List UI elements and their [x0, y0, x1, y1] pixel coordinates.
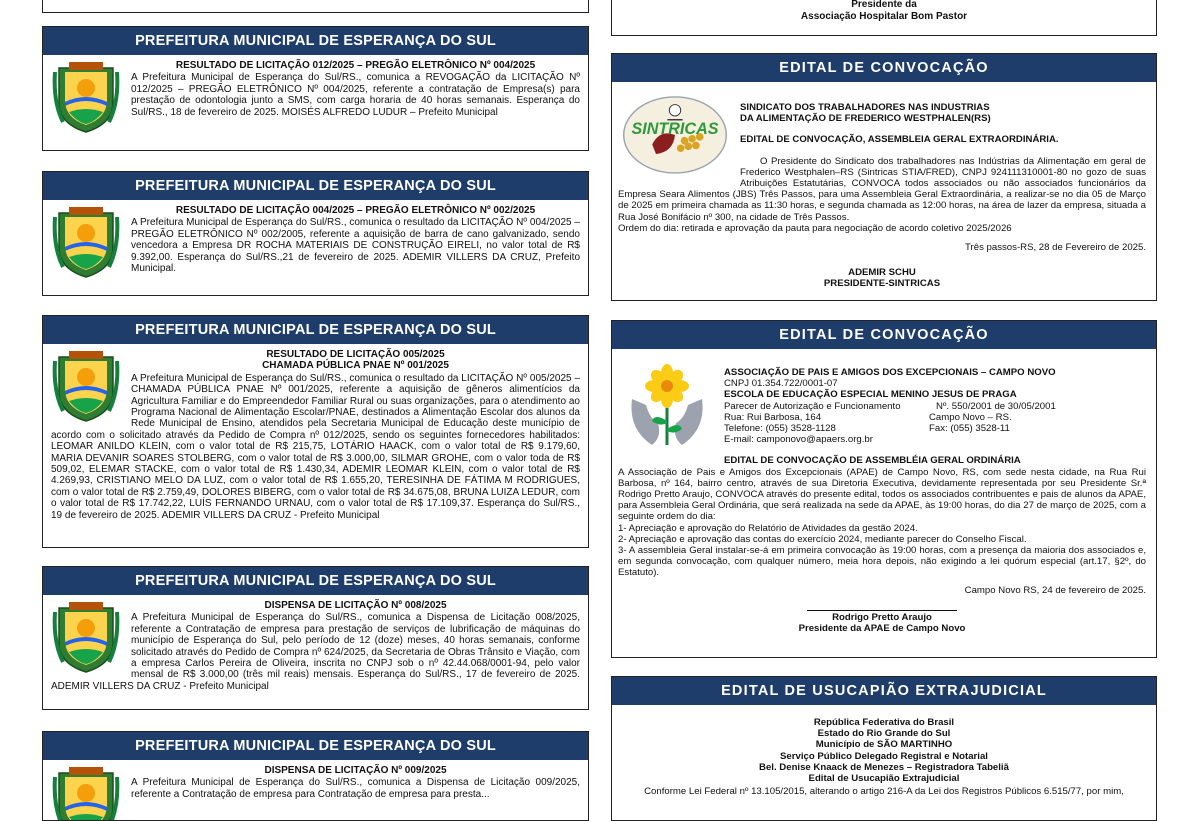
notice-cropped-top-left — [42, 0, 589, 13]
usucapiao-line-6: Edital de Usucapião Extrajudicial — [808, 773, 960, 785]
apae-parecer-label: Parecer de Autorização e Funcionamento — [724, 400, 901, 412]
notice-text: A Prefeitura Municipal de Esperança do Sul/RS., comunica a REVOGAÇÃO da LICITAÇÃO Nº 012/2025 – PREGÃO ELETRÔNICO Nº 004/2025, referente a contratação de Empresa(s) para prestação de odontologia junto a SMS, com carga horaria de 40 horas semanais. Esperança do Sul/RS., 18 de fevereiro de 2025. MOISÉS ALFREDO LUDUR – Prefeito Municipal — [131, 72, 580, 118]
notice-apae — [611, 320, 1157, 658]
notice-header: PREFEITURA MUNICIPAL DE ESPERANÇA DO SUL — [43, 567, 588, 595]
municipal-crest-icon — [51, 62, 121, 134]
notice-title: DISPENSA DE LICITAÇÃO Nº 009/2025 — [264, 765, 447, 776]
apae-item-3: 3- A assembleia Geral instalar-se-á em primeira convocação às 19:00 horas, com a presença da maioria dos associados e, em segunda convocação, com qualquer número, meia hora depois, não exigindo a lei quórum especial (art.17, §2º, do Estatuto). — [618, 545, 1146, 579]
apae-date: Campo Novo RS, 24 de fevereiro de 2025. — [964, 584, 1146, 596]
apae-org-name: ASSOCIAÇÃO DE PAIS E AMIGOS DOS EXCEPCIONAIS – CAMPO NOVO — [724, 367, 1056, 378]
signature-line — [807, 610, 957, 611]
apae-parecer-value: Nº. 550/2001 de 30/05/2001 — [936, 400, 1056, 412]
usucapiao-line-3: Município de SÃO MARTINHO — [815, 739, 953, 751]
apae-school-name: ESCOLA DE EDUCAÇÃO ESPECIAL MENINO JESUS DE PRAGA — [724, 389, 1017, 401]
apae-city: Campo Novo – RS. — [929, 411, 1012, 423]
notice-title: RESULTADO DE LICITAÇÃO 005/2025 — [266, 349, 445, 360]
sintricas-signature-role: PRESIDENTE-SINTRICAS — [823, 278, 941, 290]
apae-signature-role: Presidente da APAE de Campo Novo — [798, 623, 966, 635]
usucapiao-line-4: Serviço Público Delegado Registral e Notarial — [780, 750, 988, 762]
apae-email: E-mail: camponovo@apaers.org.br — [724, 434, 873, 446]
apae-edital-title: EDITAL DE CONVOCAÇÃO DE ASSEMBLÉIA GERAL ORDINÁRIA — [724, 455, 1021, 467]
sintricas-edital-title: EDITAL DE CONVOCAÇÃO, ASSEMBLEIA GERAL EXTRAORDINÁRIA. — [740, 134, 1059, 146]
apae-item-1: 1- Apreciação e aprovação do Relatório de Atividades da gestão 2024. — [618, 522, 918, 534]
municipal-crest-icon — [51, 351, 121, 423]
municipal-crest-icon — [51, 207, 121, 279]
sintricas-signature-name: ADEMIR SCHU — [848, 267, 916, 279]
notice-dispensa-008 — [42, 566, 589, 710]
sintricas-date: Três passos-RS, 28 de Fevereiro de 2025. — [965, 242, 1146, 254]
municipal-crest-icon — [51, 602, 121, 674]
sintricas-org-line-2: DA ALIMENTAÇÃO DE FREDERICO WESTPHALEN(RS) — [740, 113, 991, 125]
sintricas-logo-text: SINTRICAS — [631, 120, 719, 138]
sintricas-text: O Presidente do Sindicato dos trabalhadores nas Indústrias da Alimentação em geral de Frederico Westphalen–RS (Sintricas STIA/FRED), CNPJ 924111310001-80 no gozo de suas Atribuições Estatutárias, CONVOCA todos associados ou não associados funcionários da Empresa Seara Alimentos (JBS) Três Passos, para uma Assembleia Geral Extraordinária, a realizar-se no dia 05 de Março de 2025 em primeira chamada as 11:30 horas, e segunda chamada as 12:00 horas, na área de lazer da empresa, situada a Rua José Bonifácio nº 300, na cidade de Três Passos. — [618, 155, 1146, 223]
notice-text: A Prefeitura Municipal de Esperança do Sul/RS., comunica a Dispensa de Licitação 009/2025, referente a Contratação de empresa para Contratação de empresa para presta... — [131, 777, 580, 800]
notice-subtitle: CHAMADA PÚBLICA PNAE Nº 001/2025 — [262, 360, 449, 372]
notice-header: PREFEITURA MUNICIPAL DE ESPERANÇA DO SUL — [43, 172, 588, 200]
notice-text: A Prefeitura Municipal de Esperança do Sul/RS., comunica o resultado da LICITAÇÃO Nº 004/2025 – PREGÃO ELETRÔNICO Nº 002/2005, referente a aquisição de barra de cano galvanizado, sendo vencedora a Empresa DR ROCHA MATERIAIS DE CONSTRUÇÃO EIRELI, no valor total de R$ 9.392,00. Esperança do Sul/RS.,21 de fevereiro de 2025. ADEMIR VILLERS DA CRUZ, Prefeito Municipal. — [131, 217, 580, 275]
notice-licitacao-012 — [42, 26, 589, 151]
notice-licitacao-005 — [42, 315, 589, 548]
apae-phone: Telefone: (055) 3528-1128 — [724, 423, 836, 435]
usucapiao-line-1: República Federativa do Brasil — [813, 717, 955, 728]
notice-header: PREFEITURA MUNICIPAL DE ESPERANÇA DO SUL — [43, 27, 588, 55]
apae-fax: Fax: (055) 3528-11 — [929, 423, 1010, 435]
sintricas-logo-icon — [618, 90, 732, 178]
notice-header: EDITAL DE CONVOCAÇÃO — [612, 54, 1156, 82]
usucapiao-line-2: Estado do Rio Grande do Sul — [817, 728, 951, 740]
municipal-crest-icon — [51, 767, 121, 821]
sintricas-ordem: Ordem do dia: retirada e aprovação da pauta para negociação de acordo coletivo 2025/2026 — [618, 222, 1012, 234]
signature-line-2: Associação Hospitalar Bom Pastor — [800, 11, 968, 22]
notice-title: RESULTADO DE LICITAÇÃO 004/2025 – PREGÃO ELETRÔNICO Nº 002/2025 — [175, 205, 536, 216]
notice-usucapiao — [611, 676, 1157, 821]
apae-item-2: 2- Apreciação e aprovação das contas do exercício 2024, mediante parecer do Conselho Fiscal. — [618, 533, 1027, 545]
notice-title: RESULTADO DE LICITAÇÃO 012/2025 – PREGÃO ELETRÔNICO Nº 004/2025 — [175, 60, 536, 71]
notice-header: EDITAL DE USUCAPIÃO EXTRAJUDICIAL — [612, 677, 1156, 705]
notice-sintricas — [611, 53, 1157, 301]
apae-flower-hands-icon — [622, 359, 712, 455]
apae-address: Rua: Rui Barbosa, 164 — [724, 411, 822, 423]
notice-title: DISPENSA DE LICITAÇÃO Nº 008/2025 — [264, 600, 447, 611]
notice-licitacao-004 — [42, 171, 589, 296]
apae-signature-name: Rodrigo Pretto Araujo — [832, 611, 932, 623]
notice-header: PREFEITURA MUNICIPAL DE ESPERANÇA DO SUL — [43, 316, 588, 344]
usucapiao-text: Conforme Lei Federal nº 13.105/2015, alterando o artigo 216-A da Lei dos Registros Públicos 6.515/77, por mim, — [644, 786, 1124, 798]
notice-hospital-bom-pastor — [611, 0, 1157, 36]
apae-text: A Associação de Pais e Amigos dos Excepcionais (APAE) de Campo Novo, RS, com sede nesta cidade, na Rua Rui Barbosa, nº 164, bairro centro, através de sua Diretoria Executiva, devidamente representada por seu Presidente Sr.ª Rodrigo Pretto Araujo, CONVOCA através do presente edital, todos os associados contribuentes e pais de alunos da APAE, para Assembleia Geral Ordinária, que será realizada na sede da APAE, às 19:00 horas, do dia 27 de março de 2025, com a seguinte ordem do dia: — [618, 466, 1146, 523]
notice-header: EDITAL DE CONVOCAÇÃO — [612, 321, 1156, 349]
notice-dispensa-009 — [42, 731, 589, 821]
notice-text: A Prefeitura Municipal de Esperança do Sul/RS., comunica a Dispensa de Licitação 008/2025, referente a Contratação de empresa para prestação de serviços de lubrificação de máquinas do município de Esperança do Sul, pelo período de 12 (doze) meses, 40 horas semanais, conforme solicitado através do Pedido de Compra nº 624/2025, da Secretaria de Obras Trânsito e Viação, com a empresa Carlos Pereira de Oliveira, inscrita no CNPJ sob o nº 42.44.068/0001-94, pelo valor mensal de R$ 3.000,00 (três mil reais) mensais. Esperança do Sul/RS., 17 de fevereiro de 2025. ADEMIR VILLERS DA CRUZ - Prefeito Municipal — [51, 612, 580, 692]
sintricas-org-line-1: SINDICATO DOS TRABALHADORES NAS INDUSTRIAS — [740, 102, 990, 113]
apae-cnpj: CNPJ 01.354.722/0001-07 — [724, 378, 838, 390]
usucapiao-line-5: Bel. Denise Knaack de Menezes – Registradora Tabeliã — [759, 761, 1009, 773]
notice-header: PREFEITURA MUNICIPAL DE ESPERANÇA DO SUL — [43, 732, 588, 760]
signature-line-1: Presidente da — [851, 0, 917, 10]
notice-text: A Prefeitura Municipal de Esperança do Sul/RS., comunica o resultado da LICITAÇÃO Nº 005/2025 – CHAMADA PÚBLICA PNAE Nº 001/2025, referente a aquisição de gêneros alimentícios da Agricultura Familiar e do Empreendedor Familiar Rural ou suas organizações, para o atendimento ao Programa Nacional de Alimentação Escolar/PNAE, destinados a Alimentação Escolar dos alunos da Rede Municipal de Ensino, atendidos pela Secretaria Municipal de Educação deste município de acordo com o solicitado através da Pedido de Compra nº 012/2025, sendo os seguintes fornecedores habilitados: LEOMAR ANILDO KLEIN, com o valor total de R$ 215,75, LOTÁRIO HAACK, com o valor total de R$ 9.179,60, MARIA DEVANIR SOARES STOLBERG, com o valor total de R$ 3.000,00, SILMAR GROHE, com o valor toda de R$ 509,02, ELEMAR STACKE, com o valor total de R$ 1.430,34, ADEMIR LEOMAR KLEIN, com o valor total de R$ 4.269,93, CRISTIANO MELO DA LUZ, com o valor total de R$ 1.655,20, TERESINHA DE FÁTIMA M RODRIGUES, com o valor total de R$ 2.759,49, DOLORES BIBERG, com o valor total de R$ 34.675,08, BRUNA LUIZA LEDUR, com o valor total de R$ 17.742,22, LUÍS FERNANDO URNAU, com o valor total de R$ 17.109,37. Esperança do Sul/RS., 19 de fevereiro de 2025. ADEMIR VILLERS DA CRUZ - Prefeito Municipal — [51, 372, 580, 521]
